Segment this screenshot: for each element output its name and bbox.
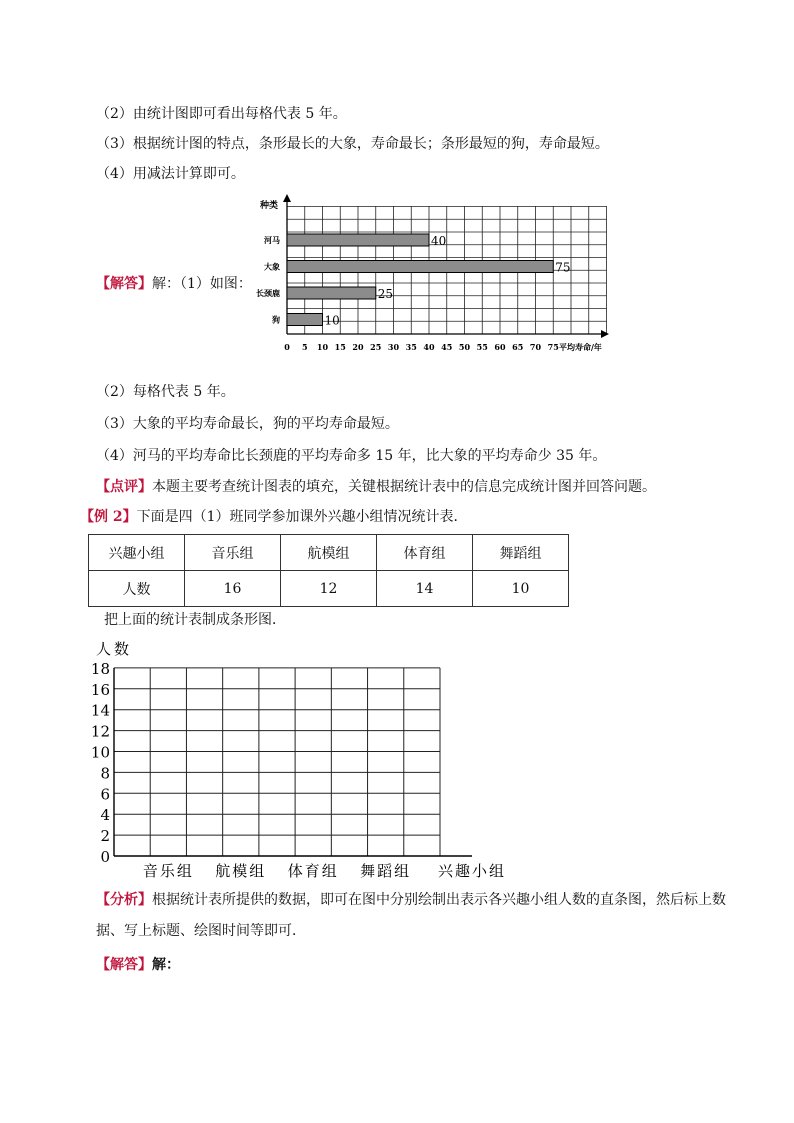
text-line-4: （2）每格代表 5 年。 <box>96 384 235 400</box>
example-line <box>80 507 468 527</box>
y-tick-label: 2 <box>100 827 110 846</box>
answer2-line <box>96 955 180 975</box>
example-text: 下面是四（1）班同学参加课外兴趣小组情况统计表． <box>136 509 468 525</box>
bar-value-label: 40 <box>431 234 447 248</box>
instruction-line: 把上面的统计表制成条形图． <box>104 612 286 628</box>
x-tick-label: 35 <box>405 342 417 352</box>
x-tick-label: 25 <box>370 342 382 352</box>
analysis-line-1 <box>96 890 726 910</box>
y-tick-label: 6 <box>100 785 110 804</box>
text-line-5: （3）大象的平均寿命最长，狗的平均寿命最短。 <box>96 416 399 432</box>
table-cell: 人数 <box>89 571 185 607</box>
y-axis-title: 人数 <box>96 640 133 658</box>
bar-value-label: 10 <box>324 313 340 328</box>
table-cell: 音乐组 <box>185 535 281 571</box>
interest-group-table <box>88 534 569 607</box>
x-tick-label: 0 <box>284 342 290 352</box>
x-axis-title: 平均寿命/年 <box>559 342 602 352</box>
x-axis-arrow <box>601 330 609 338</box>
table-cell: 16 <box>185 571 281 607</box>
x-axis-title: 兴趣小组 <box>438 862 507 880</box>
x-tick-label: 70 <box>529 342 542 352</box>
x-tick-label: 10 <box>316 342 329 352</box>
table-cell: 14 <box>377 571 473 607</box>
y-tick-label: 12 <box>90 722 110 741</box>
x-tick-label: 75 <box>547 342 559 352</box>
x-tick-label: 20 <box>352 342 364 352</box>
x-tick-label: 15 <box>334 342 346 352</box>
bar-value-label: 75 <box>555 260 571 275</box>
category-label: 狗 <box>272 314 280 325</box>
interest-group-bar-chart <box>88 636 508 881</box>
answer-text: 解：（1）如图： <box>152 276 252 292</box>
text-line-6: （4）河马的平均寿命比长颈鹿的平均寿命多 15 年，比大象的平均寿命少 35 年。 <box>96 448 607 464</box>
analysis-line-2: 据、写上标题、绘图时间等即可． <box>96 923 306 939</box>
answer2-tag: 【解答】 <box>96 957 152 973</box>
y-tick-label: 10 <box>90 743 110 762</box>
analysis-tag: 【分析】 <box>96 892 152 908</box>
analysis-text-1: 根据统计表所提供的数据，即可在图中分别绘制出表示各兴趣小组人数的直条图，然后标上数 <box>152 892 726 908</box>
category-label: 河马 <box>264 235 280 245</box>
x-tick-label: 5 <box>301 342 308 352</box>
x-tick-label: 60 <box>494 342 506 352</box>
category-label: 大象 <box>264 261 280 272</box>
text-line-3: （4）用减法计算即可。 <box>96 166 245 182</box>
y-tick-label: 18 <box>90 659 110 678</box>
table-cell: 12 <box>281 571 377 607</box>
y-tick-label: 0 <box>100 848 110 866</box>
x-tick-label: 40 <box>423 342 435 352</box>
bar-value-label: 25 <box>377 287 394 301</box>
answer2-text: 解： <box>152 957 180 973</box>
comment-tag: 【点评】 <box>96 479 152 495</box>
y-tick-label: 8 <box>100 764 110 783</box>
answer-tag: 【解答】 <box>96 276 152 292</box>
lifespan-bar-chart <box>252 192 612 367</box>
x-tick-label: 65 <box>512 342 524 352</box>
category-label: 体育组 <box>287 862 339 880</box>
y-tick-label: 14 <box>90 701 110 720</box>
text-line-1: （2）由统计图即可看出每格代表 5 年。 <box>96 106 347 122</box>
table-cell: 舞蹈组 <box>473 535 569 571</box>
x-tick-label: 45 <box>441 342 453 352</box>
table-row <box>89 571 569 607</box>
answer-line <box>96 274 252 294</box>
category-label: 长颈鹿 <box>256 288 280 298</box>
y-axis-arrow <box>283 194 291 202</box>
x-tick-label: 30 <box>387 342 400 352</box>
y-tick-label: 4 <box>100 806 110 825</box>
table-cell: 航模组 <box>281 535 377 571</box>
category-label: 舞蹈组 <box>360 862 412 880</box>
x-tick-label: 55 <box>476 342 488 352</box>
example-tag: 【例 2】 <box>80 509 137 525</box>
bar <box>287 234 429 246</box>
category-label: 航模组 <box>215 862 267 880</box>
table-header-row <box>89 535 569 571</box>
y-tick-label: 16 <box>90 680 110 699</box>
table-cell: 体育组 <box>377 535 473 571</box>
comment-line <box>96 477 656 497</box>
x-tick-label: 50 <box>458 342 471 352</box>
comment-text: 本题主要考查统计图表的填充，关键根据统计表中的信息完成统计图并回答问题。 <box>152 479 656 495</box>
table-cell: 10 <box>473 571 569 607</box>
bar <box>287 261 553 273</box>
y-axis-title: 种类 <box>260 201 279 211</box>
table-cell: 兴趣小组 <box>89 535 185 571</box>
text-line-2: （3）根据统计图的特点，条形最长的大象，寿命最长；条形最短的狗，寿命最短。 <box>96 136 609 152</box>
bar <box>287 314 323 326</box>
bar <box>287 287 376 299</box>
category-label: 音乐组 <box>142 862 194 880</box>
